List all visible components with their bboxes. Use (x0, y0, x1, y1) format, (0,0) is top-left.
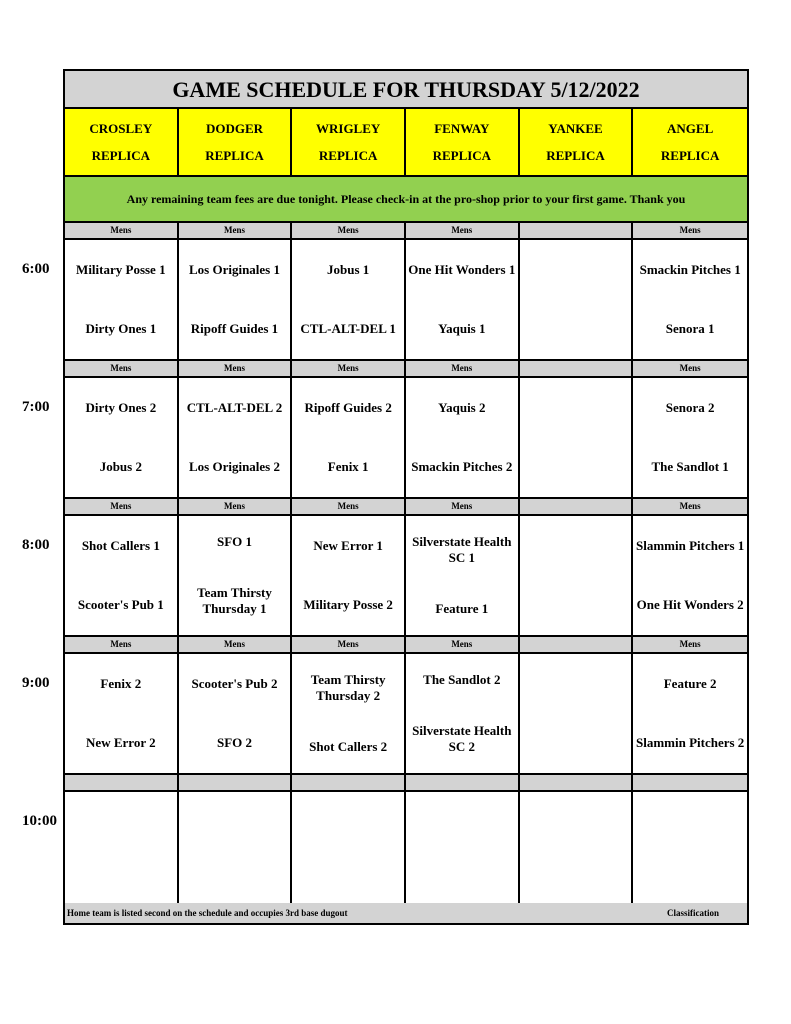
away-team: Fenix 2 (100, 675, 142, 691)
home-team: Military Posse 2 (303, 597, 393, 613)
field-name: YANKEE (548, 120, 603, 136)
time-label: 10:00 (22, 813, 57, 829)
classification-cell (520, 775, 634, 790)
classification-cell (520, 361, 634, 376)
game-cell (520, 378, 634, 497)
game-cell (520, 240, 634, 359)
game-cell (65, 378, 179, 497)
classification-cell (406, 775, 520, 790)
classification-cell: Mens (65, 637, 179, 652)
away-team: Feature 2 (663, 675, 717, 691)
home-team: Silverstate Health SC 2 (412, 723, 512, 755)
game-cell (292, 378, 406, 497)
schedule-sheet (63, 69, 749, 925)
classification-cell: Mens (292, 223, 406, 238)
home-team: New Error 2 (86, 735, 156, 751)
game-cell (406, 378, 520, 497)
field-type: REPLICA (91, 147, 151, 163)
classification-cell (633, 775, 747, 790)
home-team-note: Home team is listed second on the schedule and occupies 3rd base dugout (67, 908, 348, 918)
home-team: Senora 1 (665, 321, 715, 337)
field-header (520, 109, 634, 175)
game-row (65, 792, 747, 913)
classification-cell (520, 223, 634, 238)
away-team: Silverstate Health SC 1 (412, 533, 512, 565)
field-header (179, 109, 293, 175)
game-cell (406, 654, 520, 773)
classification-cell: Mens (292, 499, 406, 514)
field-type: REPLICA (660, 147, 720, 163)
away-team: Smackin Pitches 1 (639, 261, 741, 277)
field-header-row (65, 109, 747, 177)
classification-cell: Mens (679, 501, 701, 511)
classification-cell: Mens (679, 639, 701, 649)
away-team: Slammin Pitchers 1 (635, 537, 745, 553)
classification-cell (292, 775, 406, 790)
home-team: The Sandlot 1 (651, 459, 729, 475)
away-team: CTL-ALT-DEL 2 (186, 399, 283, 415)
away-team: Military Posse 1 (76, 261, 166, 277)
game-cell (633, 792, 747, 911)
home-team: Smackin Pitches 2 (411, 459, 513, 475)
game-cell (65, 654, 179, 773)
field-header (292, 109, 406, 175)
away-team: One Hit Wonders 1 (408, 261, 516, 277)
field-name: ANGEL (667, 120, 714, 136)
classification-row (65, 637, 747, 654)
field-name: WRIGLEY (316, 120, 381, 136)
home-team: Los Originales 2 (188, 459, 280, 475)
field-name: DODGER (205, 120, 264, 136)
time-label: 6:00 (22, 261, 50, 277)
home-team: Yaquis 1 (438, 321, 486, 337)
classification-cell: Mens (292, 637, 406, 652)
classification-cell: Mens (179, 223, 293, 238)
home-team: Ripoff Guides 1 (190, 321, 279, 337)
away-team: Team Thirsty Thursday 2 (310, 671, 386, 703)
home-team: CTL-ALT-DEL 1 (300, 321, 396, 337)
game-cell (406, 240, 520, 359)
field-type: REPLICA (432, 147, 492, 163)
field-header (406, 109, 520, 175)
classification-cell: Mens (406, 637, 520, 652)
classification-cell: Mens (179, 361, 293, 376)
classification-row (65, 361, 747, 378)
game-cell (633, 240, 747, 359)
away-team: Jobus 1 (327, 261, 370, 277)
away-team: New Error 1 (313, 537, 383, 553)
game-cell (292, 516, 406, 635)
home-team: Slammin Pitchers 2 (635, 735, 745, 751)
game-cell (520, 516, 634, 635)
home-team: Scooter's Pub 1 (77, 597, 164, 613)
classification-cell (520, 499, 634, 514)
away-team: Senora 2 (665, 399, 715, 415)
classification-cell: Mens (179, 637, 293, 652)
field-type: REPLICA (318, 147, 378, 163)
classification-cell: Mens (406, 361, 520, 376)
game-cell (179, 516, 293, 635)
away-team: Yaquis 2 (438, 399, 486, 415)
away-team: SFO 1 (216, 533, 253, 549)
home-team: SFO 2 (216, 735, 253, 751)
classification-cell: Mens (679, 363, 701, 373)
away-team: Ripoff Guides 2 (304, 399, 392, 415)
schedule-footer (65, 903, 747, 923)
home-team: One Hit Wonders 2 (636, 597, 744, 613)
classification-cell: Mens (65, 361, 179, 376)
classification-cell: Mens (679, 225, 701, 235)
game-cell (406, 516, 520, 635)
game-cell (179, 792, 293, 911)
game-cell (292, 792, 406, 911)
time-label: 8:00 (22, 537, 50, 553)
field-header (633, 109, 747, 175)
game-cell (520, 792, 634, 911)
fees-notice: Any remaining team fees are due tonight. Please check-in at the pro-shop prior to your first game. Thank you (65, 177, 747, 223)
home-team: Team Thirsty Thursday 1 (197, 585, 272, 617)
classification-row (65, 499, 747, 516)
home-team: Dirty Ones 1 (85, 321, 157, 337)
time-label: 7:00 (22, 399, 50, 415)
classification-cell: Mens (406, 223, 520, 238)
home-team: Fenix 1 (327, 459, 369, 475)
home-team: Shot Callers 2 (309, 739, 388, 755)
game-cell (406, 792, 520, 911)
field-type: REPLICA (546, 147, 605, 163)
away-team: Los Originales 1 (188, 261, 280, 277)
away-team: Scooter's Pub 2 (191, 675, 278, 691)
game-row (65, 654, 747, 775)
game-cell (179, 378, 293, 497)
classification-cell (520, 637, 634, 652)
game-row (65, 516, 747, 637)
game-cell (179, 240, 293, 359)
away-team: Shot Callers 1 (81, 537, 160, 553)
classification-row (65, 223, 747, 240)
game-cell (633, 654, 747, 773)
game-row (65, 378, 747, 499)
home-team: Feature 1 (435, 601, 489, 617)
classification-cell (65, 775, 179, 790)
game-cell (633, 516, 747, 635)
game-cell (292, 240, 406, 359)
field-type: REPLICA (205, 147, 264, 163)
time-label: 9:00 (22, 675, 50, 691)
classification-label: Classification (666, 908, 719, 918)
game-cell (65, 240, 179, 359)
game-cell (179, 654, 293, 773)
field-name: FENWAY (434, 120, 490, 136)
classification-cell: Mens (65, 499, 179, 514)
classification-cell: Mens (406, 499, 520, 514)
classification-cell (179, 775, 293, 790)
classification-cell: Mens (292, 361, 406, 376)
game-cell (633, 378, 747, 497)
schedule-title: GAME SCHEDULE FOR THURSDAY 5/12/2022 (65, 71, 747, 109)
game-row (65, 240, 747, 361)
game-cell (65, 516, 179, 635)
game-cell (292, 654, 406, 773)
classification-cell: Mens (65, 223, 179, 238)
home-team: Jobus 2 (99, 459, 142, 475)
field-header (65, 109, 179, 175)
away-team: The Sandlot 2 (423, 671, 501, 687)
away-team: Dirty Ones 2 (85, 399, 157, 415)
classification-row (65, 775, 747, 792)
game-cell (65, 792, 179, 911)
game-cell (520, 654, 634, 773)
field-name: CROSLEY (89, 120, 153, 136)
classification-cell: Mens (179, 499, 293, 514)
